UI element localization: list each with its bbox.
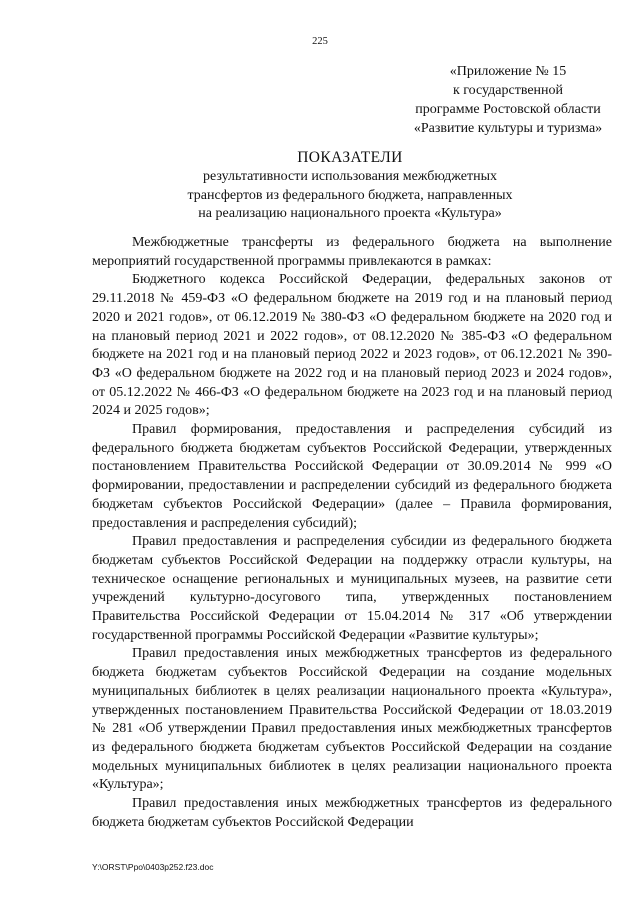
appendix-line: «Развитие культуры и туризма»	[413, 121, 603, 136]
file-path-footer: Y:\ORST\Ppo\0403p252.f23.doc	[92, 862, 214, 872]
document-heading	[90, 148, 610, 224]
appendix-line: программе Ростовской области	[415, 102, 601, 117]
body-paragraph: Бюджетного кодекса Российской Федерации, федеральных законов от 29.11.2018 № 459-ФЗ «О федеральном бюджете на 2019 год и на плановый период 2020 и 2021 годов», от 06.12.2019 № 380-ФЗ «О федеральном бюджете на 2020 год и на плановый период 2021 и 2022 годов», от 08.12.2020 № 385-ФЗ «О федеральном бюджете на 2021 год и на плановый период 2022 и 2023 годов», от 06.12.2021 № 390-ФЗ «О федеральном бюджете на 2022 год и на плановый период 2023 и 2024 годов», от 05.12.2022 № 466-ФЗ «О федеральном бюджете на 2023 год и на плановый период 2024 и 2025 годов»;	[92, 272, 612, 419]
document-subtitle-line: результативности использования межбюджетных	[202, 169, 498, 184]
document-title: ПОКАЗАТЕЛИ	[297, 149, 403, 166]
appendix-reference	[398, 62, 618, 138]
body-paragraph: Правил предоставления иных межбюджетных трансфертов из федерального бюджета бюджетам субъектов Российской Федерации	[92, 796, 612, 830]
body-paragraph: Правил предоставления и распределения субсидии из федерального бюджета бюджетам субъектов Российской Федерации на поддержку отрасли культуры, на техническое оснащение региональных и муниципальных музеев, на развитие сети учреждений культурно-досугового типа, утвержденных постановлением Правительства Российской Федерации от 15.04.2014 № 317 «Об утверждении государственной программы Российской Федерации «Развитие культуры»;	[92, 534, 612, 643]
document-subtitle-line: трансфертов из федерального бюджета, направленных	[187, 187, 513, 203]
body-paragraph: Правил предоставления иных межбюджетных трансфертов из федерального бюджета бюджетам субъектов Российской Федерации на создание модельных муниципальных библиотек в целях реализации национального проекта «Культура», утвержденных постановлением Правительства Российской Федерации от 18.03.2019 № 281 «Об утверждении Правил предоставления иных межбюджетных трансфертов из федерального бюджета бюджетам субъектов Российской Федерации на создание модельных муниципальных библиотек в целях реализации национального проекта «Культура»;	[92, 646, 612, 793]
body-paragraph: Межбюджетные трансферты из федерального бюджета на выполнение мероприятий государственной программы привлекаются в рамках:	[92, 235, 612, 269]
body-paragraph: Правил формирования, предоставления и распределения субсидий из федерального бюджета бюджетам субъектов Российской Федерации, утвержденных постановлением Правительства Российской Федерации от 30.09.2014 № 999 «О формировании, предоставлении и распределении субсидий из федерального бюджета бюджетам субъектов Российской Федерации» (далее – Правила формирования, предоставления и распределения субсидий);	[92, 422, 612, 531]
document-subtitle-line: на реализацию национального проекта «Культура»	[198, 206, 502, 221]
appendix-line: «Приложение № 15	[449, 64, 567, 79]
appendix-line: к государственной	[452, 83, 564, 98]
page-number: 225	[312, 36, 328, 47]
document-body	[92, 234, 612, 833]
